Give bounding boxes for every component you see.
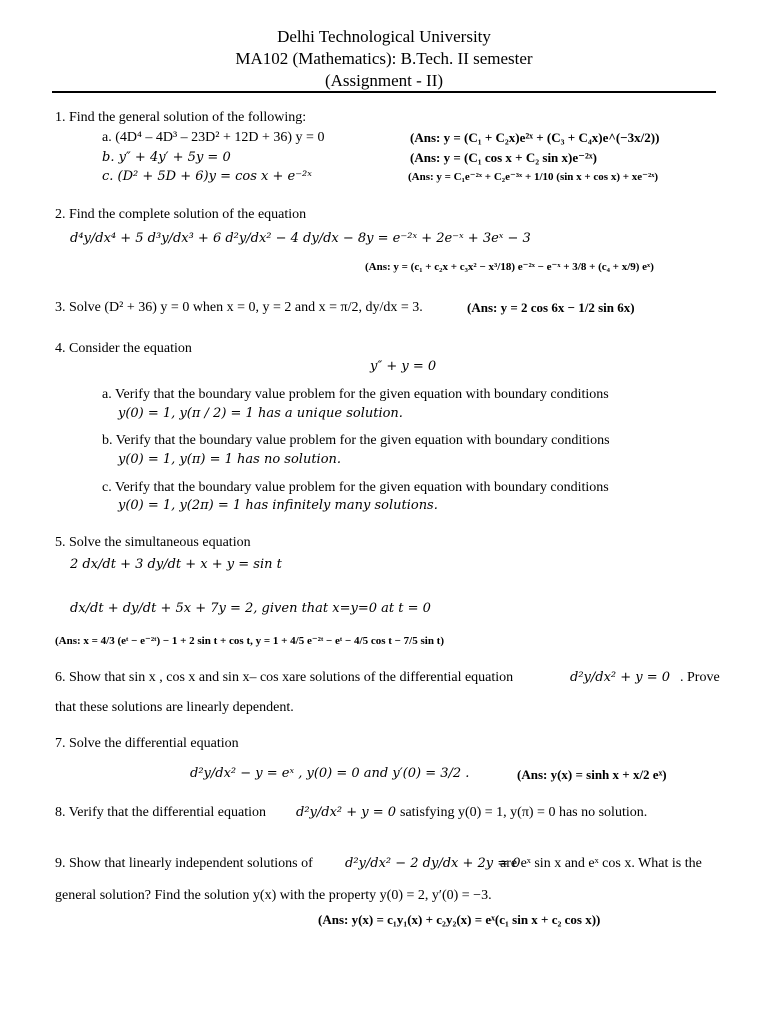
q6-line1-end: . Prove	[680, 670, 720, 685]
q7-prompt: 7. Solve the differential equation	[55, 736, 239, 751]
q5-equation-2: dx/dt + dy/dt + 5x + 7y = 2, given that x=y=0 at t = 0	[70, 601, 431, 616]
q4a-line2: y(0) = 1, y(π / 2) = 1 has a unique solution.	[118, 406, 403, 421]
q6-line2: that these solutions are linearly dependent.	[55, 700, 294, 715]
q5-equation-1: 2 dx/dt + 3 dy/dt + x + y = sin t	[70, 557, 282, 572]
q8-equation: d²y/dx² + y = 0	[296, 805, 397, 820]
q1-prompt: 1. Find the general solution of the following:	[55, 110, 307, 125]
q2-equation: d⁴y/dx⁴ + 5 d³y/dx³ + 6 d²y/dx² − 4 dy/dx − 8y = e⁻²ˣ + 2e⁻ˣ + 3eˣ − 3	[70, 231, 531, 246]
q2-answer: (Ans: y = (c₁ + c₂x + c₃x² − x³/18) e⁻²ˣ − e⁻ˣ + 3/8 + (c₄ + x/9) eˣ)	[365, 261, 654, 273]
q4-prompt: 4. Consider the equation	[55, 341, 192, 356]
q5-answer: (Ans: x = 4/3 (eᵗ − e⁻²ᵗ) − 1 + 2 sin t + cos t, y = 1 + 4/5 e⁻²ᵗ − eᵗ − 4/5 cos t − 7/5 sin t)	[55, 635, 445, 647]
course-title: MA102 (Mathematics): B.Tech. II semester	[235, 49, 533, 68]
q6-equation: d²y/dx² + y = 0	[570, 670, 671, 685]
q4b-line2: y(0) = 1, y(π) = 1 has no solution.	[118, 452, 342, 467]
q7-answer: (Ans: y(x) = sinh x + x/2 eˣ)	[517, 767, 667, 782]
q8-prompt: 8. Verify that the differential equation	[55, 805, 266, 820]
q1c-equation: c. (D² + 5D + 6)y = cos x + e⁻²ˣ	[102, 169, 312, 184]
q9-line2: general solution? Find the solution y(x) with the property y(0) = 2, y′(0) = −3.	[55, 888, 492, 903]
q6-line1: 6. Show that sin x , cos x and sin x– cos xare solutions of the differential equation	[55, 670, 514, 685]
q9-equation: d²y/dx² − 2 dy/dx + 2y = 0	[345, 856, 521, 871]
q4-equation: y″ + y = 0	[370, 359, 437, 374]
q1a-equation: a. (4D⁴ – 4D³ – 23D² + 12D + 36) y = 0	[102, 130, 325, 145]
q4b-line1: b. Verify that the boundary value problem for the given equation with boundary conditions	[102, 433, 610, 448]
q1b-answer: (Ans: y = (C₁ cos x + C₂ sin x)e⁻²ˣ)	[410, 150, 597, 165]
header-divider	[52, 91, 716, 93]
q3-prompt: 3. Solve (D² + 36) y = 0 when x = 0, y = 2 and x = π/2, dy/dx = 3.	[55, 300, 423, 315]
assignment-title: (Assignment - II)	[324, 71, 444, 90]
q4c-line2: y(0) = 1, y(2π) = 1 has infinitely many solutions.	[118, 498, 438, 513]
q9-line1-end: are eˣ sin x and eˣ cos x. What is the	[500, 856, 702, 871]
university-title: Delhi Technological University	[277, 27, 491, 46]
q9-line1-start: 9. Show that linearly independent solutions of	[55, 856, 313, 871]
q1a-answer: (Ans: y = (C₁ + C₂x)e²ˣ + (C₃ + C₄x)e^(−3x/2))	[410, 130, 660, 145]
q7-equation: d²y/dx² − y = eˣ , y(0) = 0 and y′(0) = 3/2 .	[190, 766, 470, 781]
q4a-line1: a. Verify that the boundary value problem for the given equation with boundary conditions	[102, 387, 609, 402]
q4c-line1: c. Verify that the boundary value problem for the given equation with boundary conditions	[102, 480, 609, 495]
q3-answer: (Ans: y = 2 cos 6x − 1/2 sin 6x)	[467, 300, 635, 315]
q8-rest: satisfying y(0) = 1, y(π) = 0 has no solution.	[400, 805, 648, 820]
q1c-answer: (Ans: y = C₁e⁻²ˣ + C₂e⁻³ˣ + 1/10 (sin x + cos x) + xe⁻²ˣ)	[408, 171, 659, 183]
q1b-equation: b. y″ + 4y′ + 5y = 0	[102, 150, 231, 165]
q2-prompt: 2. Find the complete solution of the equation	[55, 207, 307, 222]
q5-prompt: 5. Solve the simultaneous equation	[55, 535, 251, 550]
q9-answer: (Ans: y(x) = c₁y₁(x) + c₂y₂(x) = eˣ(c₁ sin x + c₂ cos x))	[318, 912, 601, 927]
